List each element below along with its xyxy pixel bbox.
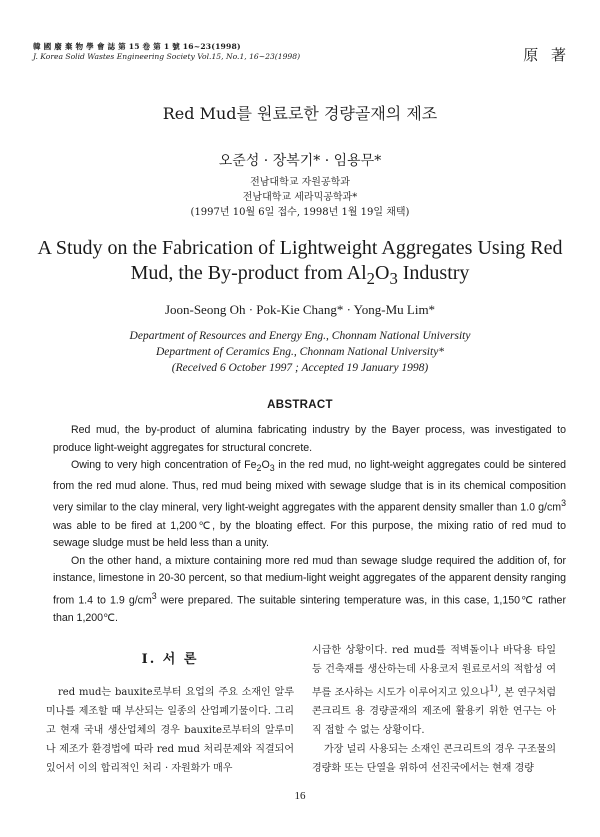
- korean-affiliation-1: 전남대학교 자원공학과: [250, 177, 350, 188]
- abstract-body: [53, 422, 566, 628]
- left-column-paragraph: red mud는 bauxite로부터 요업의 주요 소재인 알루미나를 제조할 때 부산되는 일종의 산업폐기물이다. 그리고 현재 국내 생산업체의 경우 bauxite로부터의 알루미나 제조가 환경법에 따라 red mud 처리문제와 직결되어 있어서 이의 합리적인 처리 · 자원화가 매우: [46, 687, 294, 774]
- section-heading-introduction: Ⅰ. 서 론: [141, 652, 199, 667]
- abstract-paragraph-1: Red mud, the by-product of alumina fabricating industry by the Bayer process, was investigated to produce light-weight aggregates for structural concrete.: [53, 424, 566, 454]
- korean-authors: 오준성 · 장복기* · 임용무*: [218, 153, 382, 169]
- abstract-paragraph-2: Owing to very high concentration of $Fe_2O_3$ in the red mud, no light-weight aggregates could be sintered from the red mud alone. Thus, red mud being mixed with sewage sludge that is in its chemical composition very similar to the clay mineral, very light-weight aggregates with the apparent density smaller than 1.0 $g/cm^3$ was able to be fired at 1,200℃, by the bloating effect. For this purpose, the mixing ratio of red mud to sewage sludge must be held less than a unity.: [53, 459, 566, 550]
- korean-title: Red Mud를 원료로한 경량골재의 제조: [162, 104, 438, 123]
- korean-affiliation-2: 전남대학교 세라믹공학과*: [242, 192, 358, 203]
- right-column: [312, 641, 556, 778]
- english-affiliation-2: Department of Ceramics Eng., Chonnam National University*: [155, 346, 445, 358]
- journal-header: [33, 42, 300, 62]
- page-number: 16: [294, 790, 306, 802]
- korean-dates: (1997년 10월 6일 접수, 1998년 1월 19일 채택): [190, 207, 410, 218]
- journal-english: J. Korea Solid Wastes Engineering Society Vol.15, No.1, 16~23(1998): [33, 52, 301, 61]
- abstract-paragraph-3: On the other hand, a mixture containing more red mud than sewage sludge required the addition of, for instance, limestone in 20-30 percent, so that medium-light weight aggregates of the apparent density ranging from 1.4 to 1.9 $g/cm^3$ were prepared. The suitable sintering temperature was, in this case, 1,150℃ rather than 1,200℃.: [53, 554, 566, 625]
- abstract-heading: ABSTRACT: [267, 399, 333, 411]
- english-affiliation-1: Department of Resources and Energy Eng., Chonnam National University: [129, 330, 471, 342]
- received-dates: (Received 6 October 1997 ; Accepted 19 January 1998): [171, 362, 429, 374]
- right-column-paragraph-1: 시급한 상황이다. red mud를 적벽돌이나 바닥용 타일 등 건축재를 생산하는데 사용코저 원료로서의 적합성 여부를 조사하는 시도가 이루어지고 있으나$^{1)}$, 본 연구처럼 콘크리트 용 경량골재의 제조에 활용키 위한 연구는 아직 접할 수 없는 상황이다.: [312, 645, 556, 737]
- left-column: [46, 683, 294, 778]
- article-type: 原 著: [523, 46, 570, 64]
- english-title-line-1: A Study on the Fabrication of Lightweight Aggregates Using Red: [37, 237, 563, 259]
- english-authors: Joon-Seong Oh · Pok-Kie Chang* · Yong-Mu Lim*: [164, 302, 436, 317]
- journal-korean: 韓 國 廢 棄 物 學 會 誌 第 15 卷 第 1 號 16~23(1998): [33, 42, 241, 51]
- right-column-paragraph-2: 가장 널리 사용되는 소재인 콘크리트의 경우 구조물의 경량화 또는 단열을 위하여 선진국에서는 현재 경량: [312, 744, 556, 775]
- english-title-line-2: Mud, the By-product from $Al_2O_3$ Industry: [130, 262, 470, 288]
